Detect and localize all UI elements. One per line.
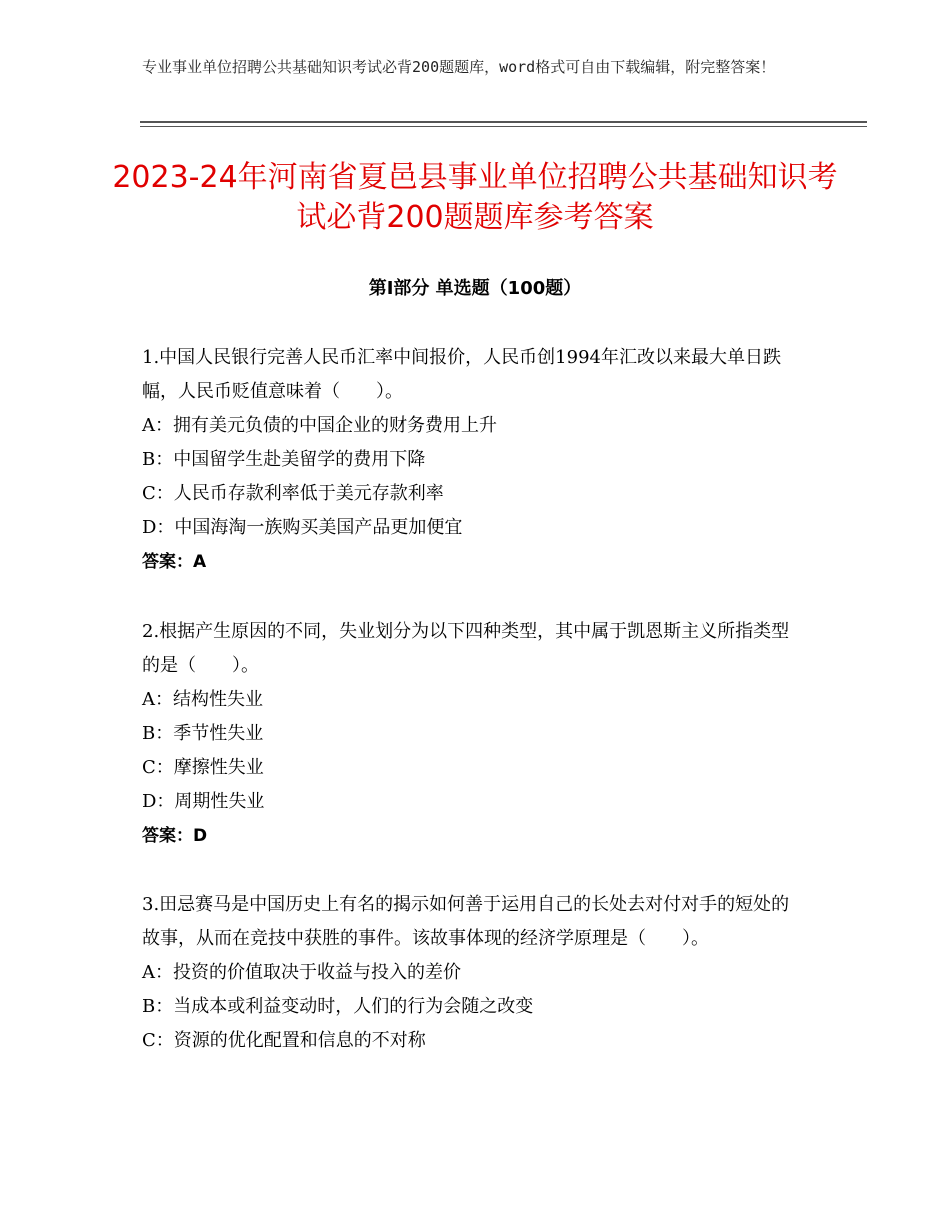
- option-d: D：周期性失业: [142, 791, 265, 812]
- question-stem: 1.中国人民银行完善人民币汇率中间报价，人民币创1994年汇改以来最大单日跌幅，人民币贬值意味着（ ）。: [142, 347, 781, 402]
- header-note: 专业事业单位招聘公共基础知识考试必背200题题库，word格式可自由下载编辑，附完整答案！: [142, 58, 776, 76]
- option-c: C：资源的优化配置和信息的不对称: [142, 1030, 426, 1051]
- option-d: D：中国海淘一族购买美国产品更加便宜: [142, 517, 463, 538]
- answer: 答案：A: [142, 552, 207, 572]
- option-a: A：结构性失业: [142, 689, 263, 710]
- section-heading: 第Ⅰ部分 单选题（100题）: [368, 278, 582, 299]
- question-1: [142, 341, 807, 579]
- header-divider-thin: [140, 126, 867, 127]
- option-b: B：季节性失业: [142, 723, 264, 744]
- answer: 答案：D: [142, 826, 208, 846]
- question-2: [142, 615, 807, 853]
- question-stem: 2.根据产生原因的不同，失业划分为以下四种类型，其中属于凯恩斯主义所指类型的是（ ）。: [142, 621, 790, 676]
- question-3: [142, 888, 807, 1058]
- option-a: A：拥有美元负债的中国企业的财务费用上升: [142, 415, 497, 436]
- option-c: C：人民币存款利率低于美元存款利率: [142, 483, 444, 504]
- document-title: 2023-24年河南省夏邑县事业单位招聘公共基础知识考试必背200题题库参考答案: [112, 160, 838, 235]
- question-stem: 3.田忌赛马是中国历史上有名的揭示如何善于运用自己的长处去对付对手的短处的故事，从而在竞技中获胜的事件。该故事体现的经济学原理是（ ）。: [142, 894, 790, 949]
- option-c: C：摩擦性失业: [142, 757, 264, 778]
- option-b: B：当成本或利益变动时，人们的行为会随之改变: [142, 996, 534, 1017]
- option-a: A：投资的价值取决于收益与投入的差价: [142, 962, 461, 983]
- header-divider-thick: [140, 121, 867, 123]
- option-b: B：中国留学生赴美留学的费用下降: [142, 449, 426, 470]
